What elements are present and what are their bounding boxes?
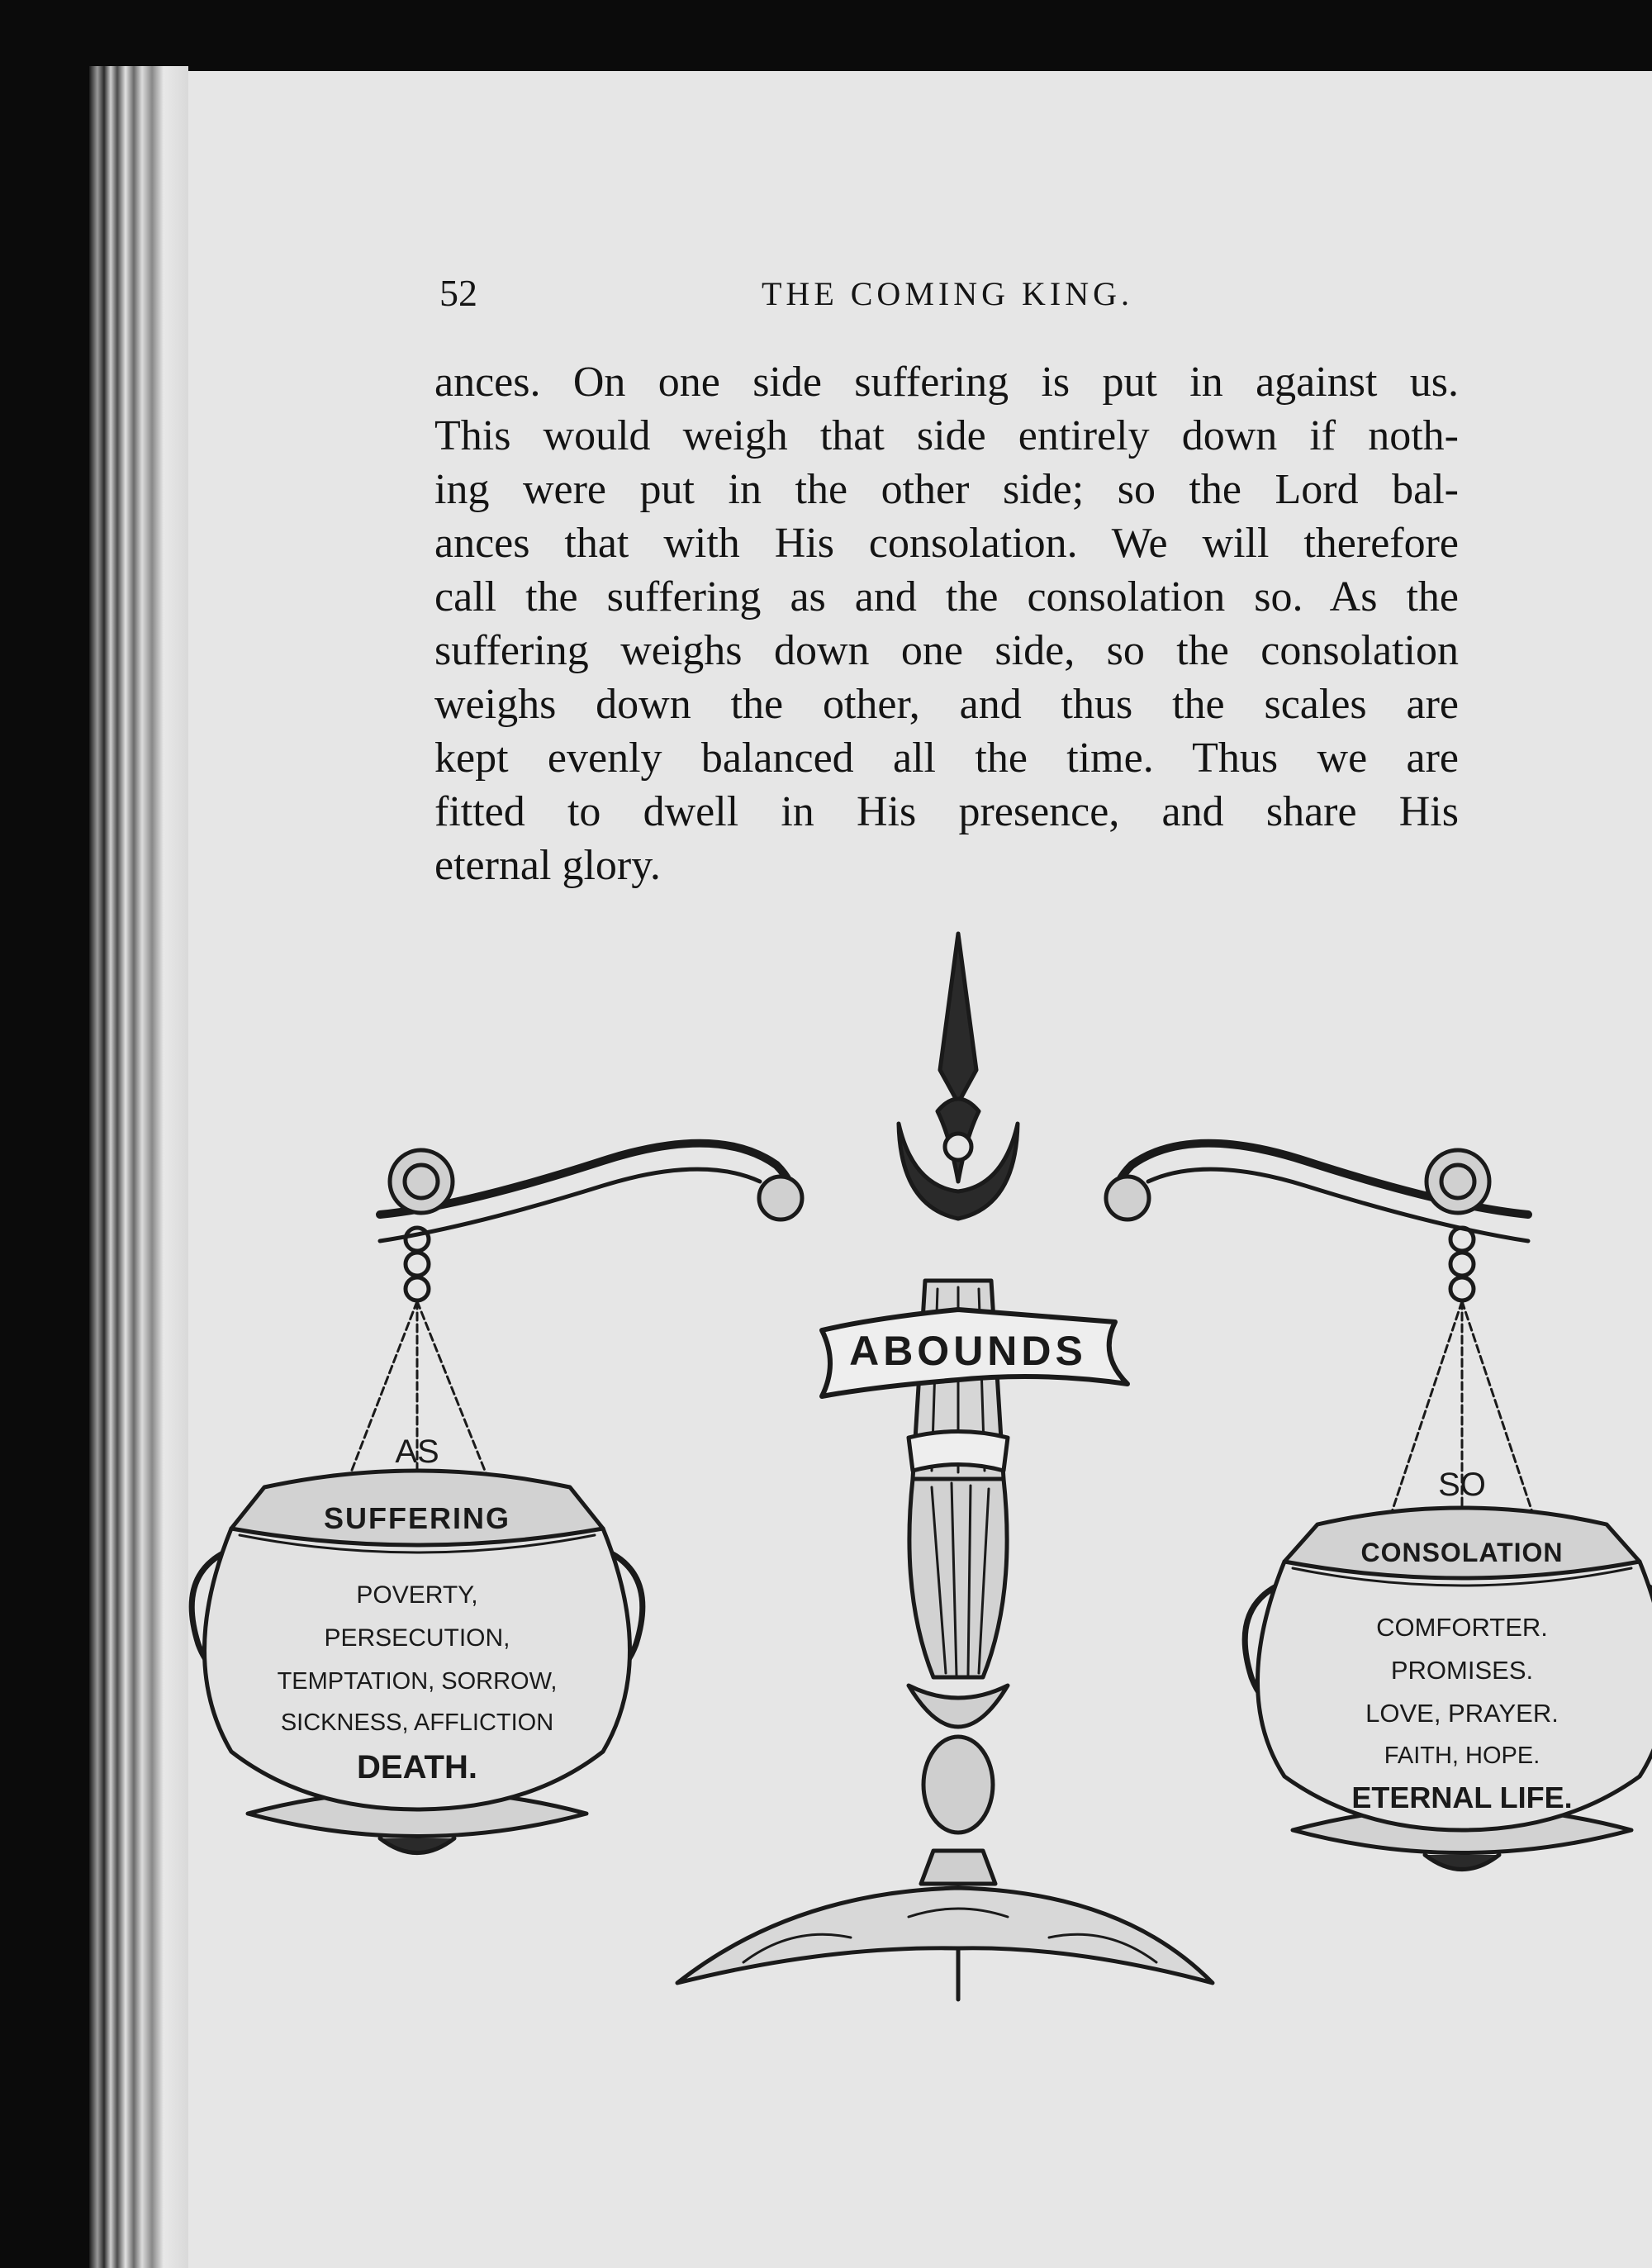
book-spine-edge [89,66,188,2268]
right-pan-tag: SO [1438,1467,1486,1503]
running-title: THE COMING KING. [762,275,1133,312]
right-pan-title: CONSOLATION [1360,1538,1564,1567]
text-line: eternal glory. [434,842,661,889]
text-line: suffering weighs down one side, so the consolation [434,627,1459,674]
right-pan-item: COMFORTER. [1376,1613,1548,1642]
page-number: 52 [439,272,477,314]
body-paragraph [434,355,1459,892]
text-line: ing were put in the other side; so the Lord bal- [434,466,1459,513]
scale-column [909,1479,1007,1677]
left-pan-item: TEMPTATION, SORROW, [277,1668,558,1695]
left-pan-item: PERSECUTION, [324,1624,510,1652]
text-line: ances that with His consolation. We will therefore [434,520,1459,567]
left-pan-title: SUFFERING [323,1501,511,1535]
text-line: ances. On one side suffering is put in against us. [434,359,1459,406]
left-pan-item: POVERTY, [356,1581,478,1609]
right-pan-item: PROMISES. [1390,1656,1534,1685]
balance-scale-illustration [277,934,1573,2033]
page-header [439,266,1183,324]
text-line: kept evenly balanced all the time. Thus we are [434,735,1459,782]
scale-spire [940,934,976,1103]
balance-scale-drawing [277,934,1573,2033]
right-pan-item: LOVE, PRAYER. [1365,1699,1559,1728]
text-line: This would weigh that side entirely down if noth- [434,412,1459,459]
left-pan-tag: AS [395,1434,439,1470]
right-pan-item: FAITH, HOPE. [1384,1743,1540,1769]
left-pan-item: SICKNESS, AFFLICTION [280,1709,554,1736]
text-line: weighs down the other, and thus the scales are [434,681,1459,728]
text-line: call the suffering as and the consolation so. As the [434,573,1459,620]
left-pan-item: DEATH. [357,1749,477,1785]
text-line: fitted to dwell in His presence, and share His [434,788,1459,835]
scale-base [677,1888,1213,1983]
banner-label: ABOUNDS [849,1328,1087,1374]
right-pan-item: ETERNAL LIFE. [1351,1781,1573,1814]
